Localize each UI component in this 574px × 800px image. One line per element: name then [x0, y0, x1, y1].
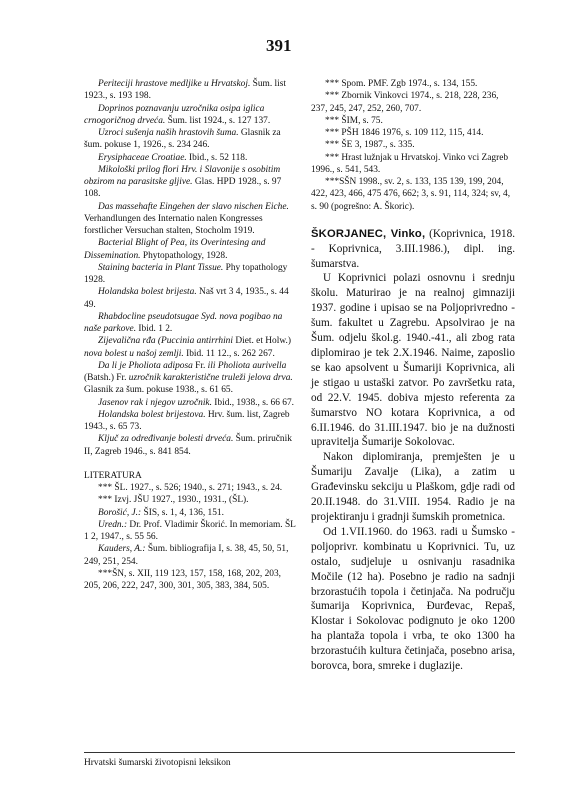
- page-number: 391: [266, 36, 292, 55]
- literature-item: *** Hrast lužnjak u Hrvatskoj. Vinko vci Zagreb 1996., s. 541, 543.: [311, 152, 509, 175]
- bibliography-entry: Mikološki prilog flori Hrv. i Slavonije s osobitim obzirom na parasitske gljive. Glas. HPD 1928., s. 97 108.: [84, 164, 282, 200]
- literature-item: *** ŠIM, s. 75.: [325, 115, 383, 126]
- bibliography-entry: Bacterial Blight of Pea, its Overintesing and Dissemination. Phytopathology, 1928.: [84, 238, 266, 261]
- bibliography-entry: Uzroci sušenja naših hrastovih šuma. Glasnik za šum. pokuse 1, 1926., s. 234 246.: [84, 128, 281, 151]
- bibliography-entry: Zijevalična rđa (Puccinia antirrhini Diet. et Holw.) nova bolest u našoj zemlji. Ibid. 11 12., s. 262 267.: [84, 336, 291, 359]
- biography-paragraph: Od 1.VII.1960. do 1963. radi u Šumsko - poljoprivr. kombinatu u Koprivnici. Tu, uz ostalo, sudjeluje u osnivanju rasadnika Močile (12 ha). Posebno je radio na sadnji brzorastućih topola i četinjača. Na području šumarija Koprivnica, Đurđevac, Repaš, Klostar i Sokolovac podignuto je oko 1200 ha plantaža topola i vrba, te oko 1300 ha brzorastućih kultura četinjača, posebno arisa, borovca, bora, smreke i duglazije.: [311, 525, 515, 673]
- bibliography-entry: Holandska bolest brijesta. Naš vrt 3 4, 1935., s. 44 49.: [84, 287, 289, 310]
- bibliography-entry: Ključ za određivanje bolesti drveća. Šum. priručnik II, Zagreb 1946., s. 841 854.: [84, 434, 292, 457]
- bibliography-entry: Doprinos poznavanju uzročnika osipa iglica crnogoričnog drveća. Šum. list 1924., s. 127 137.: [84, 103, 271, 126]
- literature-list-right: [311, 78, 515, 213]
- biography-heading-details: (Koprivnica, 1918. - Koprivnica, 3.III.1986.), dipl. ing. šumarstva.: [311, 227, 515, 270]
- bibliography-entry: Periteciji hrastove medljike u Hrvatskoj. Šum. list 1923., s. 193 198.: [84, 79, 286, 102]
- literature-heading: LITERATURA: [84, 470, 142, 481]
- footer-title: Hrvatski šumarski životopisni leksikon: [84, 758, 231, 768]
- biography-name: ŠKORJANEC, Vinko,: [311, 227, 426, 240]
- literature-item: *** Zbornik Vinkovci 1974., s. 218, 228, 236, 237, 245, 247, 252, 260, 707.: [311, 91, 499, 114]
- bibliography-entry: Staining bacteria in Plant Tissue. Phy topathology 1928.: [84, 262, 288, 285]
- bibliography-entry: Da li je Pholiota adiposa Fr. ili Pholiota aurivella (Batsh.) Fr. uzročnik karakterističnе truleži jelova drva. Glasnik za šum. pokuse 1938., s. 61 65.: [84, 360, 293, 396]
- bibliography-entry: Holandska bolest brijestova. Hrv. šum. list, Zagreb 1943., s. 65 73.: [84, 409, 290, 432]
- bibliography-entry: Rhabdocline pseudotsugae Syd. nova pogibao na naše parkove. Ibid. 1 2.: [84, 311, 283, 334]
- bibliography-entries: [84, 78, 296, 458]
- literature-item: *** PŠH 1846 1976, s. 109 112, 115, 414.: [325, 128, 484, 138]
- literature-item: *** ŠE 3, 1987., s. 335.: [325, 140, 415, 151]
- literature-list-left: [84, 482, 296, 592]
- literature-item: *** ŠL. 1927., s. 526; 1940., s. 271; 1943., s. 24.: [98, 483, 283, 493]
- literature-item: Uredn.: Dr. Prof. Vladimir Škorić. In memoriam. ŠL 1 2, 1947., s. 55 56.: [84, 519, 296, 542]
- literature-item: *** Spom. PMF. Zgb 1974., s. 134, 155.: [325, 79, 478, 89]
- literature-item: *** Izvj. JŠU 1927., 1930., 1931., (ŠL).: [98, 495, 249, 506]
- biography-heading: [311, 227, 515, 272]
- right-column: [311, 78, 515, 674]
- literature-item: ***SŠN 1998., sv. 2, s. 133, 135 139, 199, 204, 422, 423, 466, 475 476, 662; 3, s. 91, 114, 324; sv, 4, s. 90 (pogrešno: A. Škoric).: [311, 177, 511, 212]
- bibliography-entry: Das massehafte Eingehen der slavo nischen Eiche. Verhandlungen des Internatio nalen Kongresses forstlicher Versuchan stalten, Stocholm 1919.: [84, 201, 289, 236]
- left-column: [84, 78, 296, 592]
- biography-paragraph: U Koprivnici polazi osnovnu i srednju školu. Maturirao je na realnoj gimnaziji 1937. godine i upisao se na Poljoprivredno - šum. fakultet u Zagrebu. Apsolvirao je na Šum. odjelu škol.g. 1940.-41., ali zbog rata diplomirao je tek 2.X.1946. Naime, zaposlio se kao apsolvent u Šumariji Koprivnica, ali je stigao u ustaški zatvor. Po završetku rata, od 22.V. 1945. dobiva mjesto referenta za šumarstvo NO kotara Koprivnica, a od 6.II.1946. do 31.III.1947. bio je na dužnosti upravitelja Šumarije Sokolovac.: [311, 272, 515, 449]
- literature-item: Kauders, A.: Šum. bibliografija I, s. 38, 45, 50, 51, 249, 251, 254.: [84, 544, 289, 567]
- bibliography-entry: Erysiphaceae Croatiae. Ibid., s. 52 118.: [98, 152, 248, 163]
- biography-entry: [311, 227, 515, 674]
- literature-item: ***ŠN, s. XII, 119 123, 157, 158, 168, 202, 203, 205, 206, 222, 247, 300, 301, 305, 383, 384, 505.: [84, 568, 281, 591]
- footer-divider: [84, 752, 515, 753]
- biography-body: [311, 271, 515, 673]
- literature-item: Borošić, J.: ŠIS, s. 1, 4, 136, 151.: [98, 507, 224, 518]
- biography-paragraph: Nakon diplomiranja, premješten je u Šumariju Zavalje (Lika), a zatim u Građevinsku sekciju u Plaškom, gdje radi od 20.II.1948. do 31.VIII. 1954. Radio je na projektiranju i gradnji šumskih prometnica.: [311, 451, 515, 523]
- bibliography-entry: Jasenov rak i njegov uzročnik. Ibid., 1938., s. 66 67.: [98, 397, 294, 408]
